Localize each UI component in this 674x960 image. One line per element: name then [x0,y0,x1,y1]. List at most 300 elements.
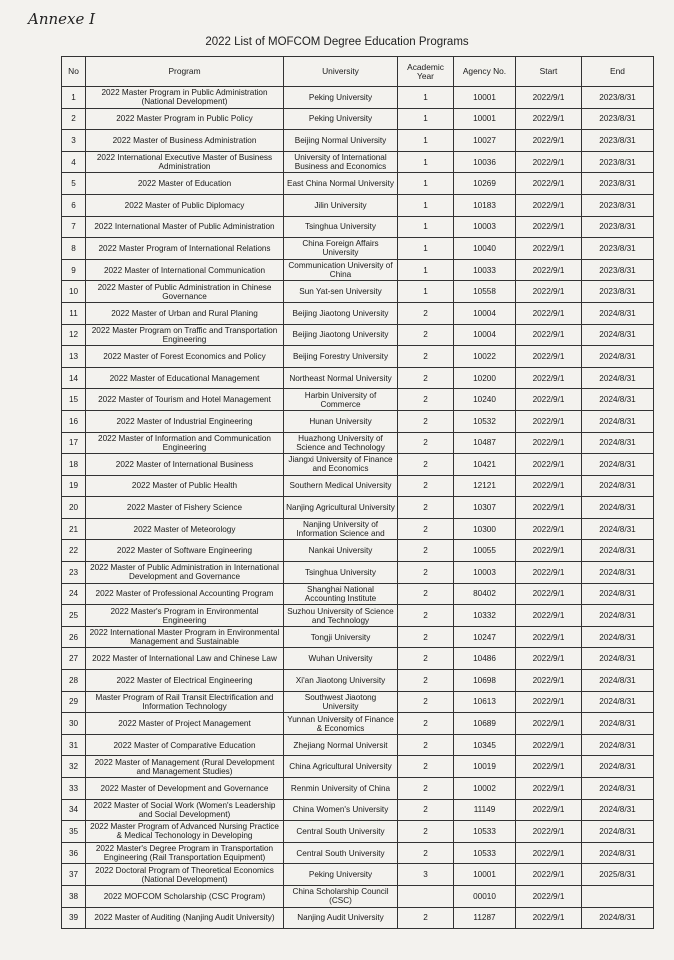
row-program: 2022 Master of International Law and Chinese Law [86,648,284,670]
row-university: Suzhou University of Science and Technology [284,605,398,627]
row-agency-no: 10183 [454,194,516,216]
row-university: Nankai University [284,540,398,562]
row-agency-no: 10003 [454,216,516,238]
row-program: 2022 Master of Tourism and Hotel Management [86,389,284,411]
row-university: Harbin University of Commerce [284,389,398,411]
row-agency-no: 10001 [454,87,516,109]
row-academic-year [398,885,454,907]
row-academic-year: 1 [398,151,454,173]
row-academic-year: 2 [398,626,454,648]
row-no: 37 [62,864,86,886]
row-no: 11 [62,302,86,324]
row-academic-year: 1 [398,108,454,130]
row-academic-year: 1 [398,87,454,109]
row-agency-no: 10200 [454,367,516,389]
row-start: 2022/9/1 [516,518,582,540]
row-no: 16 [62,410,86,432]
row-no: 33 [62,778,86,800]
row-start: 2022/9/1 [516,756,582,778]
row-academic-year: 2 [398,302,454,324]
row-agency-no: 10689 [454,713,516,735]
table-row [62,324,654,346]
row-program: 2022 Master Program of International Relations [86,238,284,260]
row-agency-no: 10001 [454,108,516,130]
row-program: 2022 Master of International Communication [86,259,284,281]
row-end: 2024/8/31 [582,562,654,584]
table-row [62,648,654,670]
table-row [62,497,654,519]
row-end: 2024/8/31 [582,842,654,864]
row-no: 36 [62,842,86,864]
row-program: 2022 Master of Industrial Engineering [86,410,284,432]
table-row [62,799,654,821]
table-row [62,87,654,109]
row-end: 2023/8/31 [582,151,654,173]
row-academic-year: 2 [398,821,454,843]
table-row [62,216,654,238]
row-no: 15 [62,389,86,411]
row-university: Jiangxi University of Finance and Economics [284,454,398,476]
row-university: East China Normal University [284,173,398,195]
row-university: Renmin University of China [284,778,398,800]
row-no: 31 [62,734,86,756]
row-academic-year: 2 [398,605,454,627]
row-university: Tongji University [284,626,398,648]
row-end: 2024/8/31 [582,778,654,800]
header-university: University [284,57,398,87]
row-program: 2022 Master's Program in Environmental Engineering [86,605,284,627]
row-program: 2022 Master Program in Public Policy [86,108,284,130]
row-academic-year: 2 [398,778,454,800]
row-program: 2022 Master of Public Diplomacy [86,194,284,216]
table-row [62,907,654,929]
row-start: 2022/9/1 [516,605,582,627]
row-start: 2022/9/1 [516,389,582,411]
row-academic-year: 2 [398,432,454,454]
row-start: 2022/9/1 [516,324,582,346]
row-program: 2022 Master of Development and Governance [86,778,284,800]
row-academic-year: 3 [398,864,454,886]
table-row [62,885,654,907]
row-end: 2023/8/31 [582,216,654,238]
row-start: 2022/9/1 [516,842,582,864]
row-university: Nanjing Agricultural University [284,497,398,519]
row-start: 2022/9/1 [516,885,582,907]
row-university: Northeast Normal University [284,367,398,389]
row-agency-no: 10247 [454,626,516,648]
row-program: 2022 International Master Program in Environmental Management and Sustainable [86,626,284,648]
row-academic-year: 1 [398,130,454,152]
row-end: 2024/8/31 [582,367,654,389]
row-end [582,885,654,907]
table-row [62,151,654,173]
row-university: Huazhong University of Science and Technology [284,432,398,454]
row-start: 2022/9/1 [516,540,582,562]
row-end: 2024/8/31 [582,691,654,713]
row-academic-year: 1 [398,173,454,195]
row-no: 38 [62,885,86,907]
row-university: Central South University [284,842,398,864]
row-end: 2024/8/31 [582,626,654,648]
row-no: 13 [62,346,86,368]
table-row [62,367,654,389]
table-row [62,778,654,800]
row-academic-year: 2 [398,670,454,692]
row-academic-year: 1 [398,238,454,260]
table-row [62,130,654,152]
table-row [62,670,654,692]
row-no: 10 [62,281,86,303]
row-program: 2022 Master of Public Administration in International Development and Governance [86,562,284,584]
row-no: 21 [62,518,86,540]
row-university: Beijing Jiaotong University [284,324,398,346]
row-agency-no: 10332 [454,605,516,627]
row-no: 26 [62,626,86,648]
row-start: 2022/9/1 [516,864,582,886]
row-no: 32 [62,756,86,778]
row-end: 2024/8/31 [582,713,654,735]
row-program: 2022 Master of Public Administration in Chinese Governance [86,281,284,303]
row-start: 2022/9/1 [516,583,582,605]
row-academic-year: 2 [398,562,454,584]
row-agency-no: 10533 [454,842,516,864]
row-university: Southern Medical University [284,475,398,497]
table-row [62,864,654,886]
table-row [62,756,654,778]
row-no: 14 [62,367,86,389]
table-row [62,302,654,324]
row-end: 2024/8/31 [582,583,654,605]
row-agency-no: 10533 [454,821,516,843]
row-start: 2022/9/1 [516,432,582,454]
row-program: 2022 Master of International Business [86,454,284,476]
row-academic-year: 1 [398,259,454,281]
table-row [62,626,654,648]
row-start: 2022/9/1 [516,475,582,497]
row-university: China Women's University [284,799,398,821]
row-university: Tsinghua University [284,216,398,238]
row-agency-no: 10421 [454,454,516,476]
row-no: 24 [62,583,86,605]
table-row [62,691,654,713]
row-end: 2024/8/31 [582,432,654,454]
row-no: 7 [62,216,86,238]
row-agency-no: 10300 [454,518,516,540]
row-agency-no: 10698 [454,670,516,692]
table-row [62,259,654,281]
row-end: 2024/8/31 [582,799,654,821]
row-end: 2024/8/31 [582,734,654,756]
row-academic-year: 2 [398,497,454,519]
row-university: Jilin University [284,194,398,216]
row-program: 2022 International Master of Public Administration [86,216,284,238]
row-university: Peking University [284,87,398,109]
row-program: 2022 Master of Comparative Education [86,734,284,756]
table-row [62,389,654,411]
row-end: 2023/8/31 [582,173,654,195]
row-start: 2022/9/1 [516,302,582,324]
row-university: Nanjing University of Information Science and [284,518,398,540]
row-start: 2022/9/1 [516,821,582,843]
row-no: 3 [62,130,86,152]
row-no: 19 [62,475,86,497]
table-body [62,87,654,929]
row-academic-year: 2 [398,583,454,605]
row-university: University of International Business and Economics [284,151,398,173]
row-academic-year: 1 [398,281,454,303]
row-university: Central South University [284,821,398,843]
row-start: 2022/9/1 [516,87,582,109]
row-end: 2024/8/31 [582,410,654,432]
header-academic-year: Academic Year [398,57,454,87]
row-agency-no: 10036 [454,151,516,173]
row-program: 2022 Master of Information and Communication Engineering [86,432,284,454]
row-program: Master Program of Rail Transit Electrification and Information Technology [86,691,284,713]
row-program: 2022 Master of Fishery Science [86,497,284,519]
row-end: 2024/8/31 [582,648,654,670]
row-university: China Foreign Affairs University [284,238,398,260]
row-program: 2022 Master Program on Traffic and Transportation Engineering [86,324,284,346]
row-academic-year: 2 [398,454,454,476]
row-university: Communication University of China [284,259,398,281]
table-row [62,194,654,216]
row-end: 2024/8/31 [582,540,654,562]
row-academic-year: 2 [398,540,454,562]
row-program: 2022 Master of Electrical Engineering [86,670,284,692]
table-row [62,346,654,368]
row-start: 2022/9/1 [516,151,582,173]
row-program: 2022 Master of Management (Rural Development and Management Studies) [86,756,284,778]
row-academic-year: 2 [398,475,454,497]
row-start: 2022/9/1 [516,367,582,389]
row-university: Tsinghua University [284,562,398,584]
row-university: Southwest Jiaotong University [284,691,398,713]
row-program: 2022 Master's Degree Program in Transportation Engineering (Rail Transportation Equipment) [86,842,284,864]
table-row [62,108,654,130]
row-no: 6 [62,194,86,216]
table-row [62,432,654,454]
table-row [62,518,654,540]
row-agency-no: 10004 [454,302,516,324]
row-end: 2023/8/31 [582,130,654,152]
row-start: 2022/9/1 [516,626,582,648]
row-academic-year: 2 [398,346,454,368]
table-row [62,562,654,584]
row-agency-no: 10558 [454,281,516,303]
row-university: Yunnan University of Finance & Economics [284,713,398,735]
header-start: Start [516,57,582,87]
row-start: 2022/9/1 [516,173,582,195]
row-no: 20 [62,497,86,519]
row-start: 2022/9/1 [516,713,582,735]
row-agency-no: 12121 [454,475,516,497]
row-end: 2024/8/31 [582,389,654,411]
row-university: Peking University [284,108,398,130]
row-start: 2022/9/1 [516,778,582,800]
row-academic-year: 1 [398,194,454,216]
row-university: Beijing Jiaotong University [284,302,398,324]
annex-label: Annexe I [28,10,96,28]
row-start: 2022/9/1 [516,346,582,368]
row-university: Hunan University [284,410,398,432]
row-no: 28 [62,670,86,692]
table-row [62,583,654,605]
row-program: 2022 International Executive Master of Business Administration [86,151,284,173]
row-end: 2024/8/31 [582,346,654,368]
row-agency-no: 10613 [454,691,516,713]
row-end: 2024/8/31 [582,324,654,346]
row-no: 4 [62,151,86,173]
row-program: 2022 Master of Forest Economics and Policy [86,346,284,368]
row-agency-no: 11149 [454,799,516,821]
row-program: 2022 MOFCOM Scholarship (CSC Program) [86,885,284,907]
row-academic-year: 2 [398,756,454,778]
row-end: 2024/8/31 [582,454,654,476]
table-row [62,281,654,303]
row-end: 2024/8/31 [582,821,654,843]
row-start: 2022/9/1 [516,734,582,756]
row-program: 2022 Master of Business Administration [86,130,284,152]
row-program: 2022 Master of Auditing (Nanjing Audit University) [86,907,284,929]
row-agency-no: 80402 [454,583,516,605]
row-program: 2022 Master of Public Health [86,475,284,497]
programs-table [61,56,654,929]
row-start: 2022/9/1 [516,691,582,713]
row-program: 2022 Master of Project Management [86,713,284,735]
row-program: 2022 Master Program of Advanced Nursing Practice & Medical Techonology in Developing [86,821,284,843]
row-academic-year: 2 [398,518,454,540]
table-row [62,454,654,476]
row-agency-no: 10269 [454,173,516,195]
row-start: 2022/9/1 [516,410,582,432]
row-agency-no: 10003 [454,562,516,584]
table-row [62,713,654,735]
row-academic-year: 2 [398,648,454,670]
row-program: 2022 Master of Meteorology [86,518,284,540]
row-no: 9 [62,259,86,281]
table-row [62,238,654,260]
row-program: 2022 Master of Educational Management [86,367,284,389]
row-end: 2023/8/31 [582,87,654,109]
table-row [62,410,654,432]
row-start: 2022/9/1 [516,497,582,519]
header-program: Program [86,57,284,87]
row-academic-year: 2 [398,691,454,713]
row-academic-year: 2 [398,907,454,929]
row-agency-no: 10027 [454,130,516,152]
row-academic-year: 2 [398,734,454,756]
row-end: 2025/8/31 [582,864,654,886]
row-academic-year: 2 [398,842,454,864]
row-program: 2022 Master of Education [86,173,284,195]
row-agency-no: 10033 [454,259,516,281]
row-agency-no: 10487 [454,432,516,454]
row-program: 2022 Master of Professional Accounting Program [86,583,284,605]
row-no: 25 [62,605,86,627]
row-no: 17 [62,432,86,454]
row-end: 2024/8/31 [582,605,654,627]
row-end: 2024/8/31 [582,475,654,497]
row-academic-year: 2 [398,324,454,346]
row-start: 2022/9/1 [516,130,582,152]
row-academic-year: 2 [398,367,454,389]
row-university: Peking University [284,864,398,886]
row-no: 18 [62,454,86,476]
row-agency-no: 11287 [454,907,516,929]
row-start: 2022/9/1 [516,281,582,303]
row-academic-year: 2 [398,389,454,411]
row-academic-year: 2 [398,713,454,735]
row-no: 29 [62,691,86,713]
row-no: 35 [62,821,86,843]
document-title: 2022 List of MOFCOM Degree Education Programs [205,36,469,48]
row-program: 2022 Master of Software Engineering [86,540,284,562]
row-no: 39 [62,907,86,929]
row-end: 2023/8/31 [582,281,654,303]
row-end: 2024/8/31 [582,756,654,778]
row-academic-year: 1 [398,216,454,238]
row-academic-year: 2 [398,410,454,432]
row-agency-no: 10022 [454,346,516,368]
row-university: Beijing Normal University [284,130,398,152]
table-row [62,734,654,756]
row-start: 2022/9/1 [516,108,582,130]
row-no: 27 [62,648,86,670]
row-start: 2022/9/1 [516,799,582,821]
row-agency-no: 10532 [454,410,516,432]
row-university: Nanjing Audit University [284,907,398,929]
row-no: 12 [62,324,86,346]
row-agency-no: 10040 [454,238,516,260]
row-end: 2024/8/31 [582,302,654,324]
row-start: 2022/9/1 [516,454,582,476]
row-academic-year: 2 [398,799,454,821]
table-row [62,540,654,562]
row-agency-no: 10001 [454,864,516,886]
table-row [62,475,654,497]
row-program: 2022 Master of Social Work (Women's Leadership and Social Development) [86,799,284,821]
table-header-row [62,57,654,87]
row-agency-no: 10486 [454,648,516,670]
row-program: 2022 Master of Urban and Rural Planing [86,302,284,324]
row-university: China Scholarship Council (CSC) [284,885,398,907]
table-row [62,605,654,627]
row-end: 2024/8/31 [582,497,654,519]
row-start: 2022/9/1 [516,648,582,670]
row-end: 2024/8/31 [582,907,654,929]
row-end: 2023/8/31 [582,108,654,130]
header-end: End [582,57,654,87]
row-start: 2022/9/1 [516,562,582,584]
row-no: 34 [62,799,86,821]
row-university: Xi'an Jiaotong University [284,670,398,692]
row-university: Wuhan University [284,648,398,670]
row-university: Zhejiang Normal Universit [284,734,398,756]
row-end: 2024/8/31 [582,518,654,540]
header-agency-no: Agency No. [454,57,516,87]
row-start: 2022/9/1 [516,216,582,238]
row-start: 2022/9/1 [516,238,582,260]
row-university: Beijing Forestry University [284,346,398,368]
row-agency-no: 00010 [454,885,516,907]
table-row [62,173,654,195]
row-no: 2 [62,108,86,130]
row-program: 2022 Doctoral Program of Theoretical Economics (National Development) [86,864,284,886]
row-start: 2022/9/1 [516,670,582,692]
table-row [62,842,654,864]
row-no: 1 [62,87,86,109]
table-row [62,821,654,843]
